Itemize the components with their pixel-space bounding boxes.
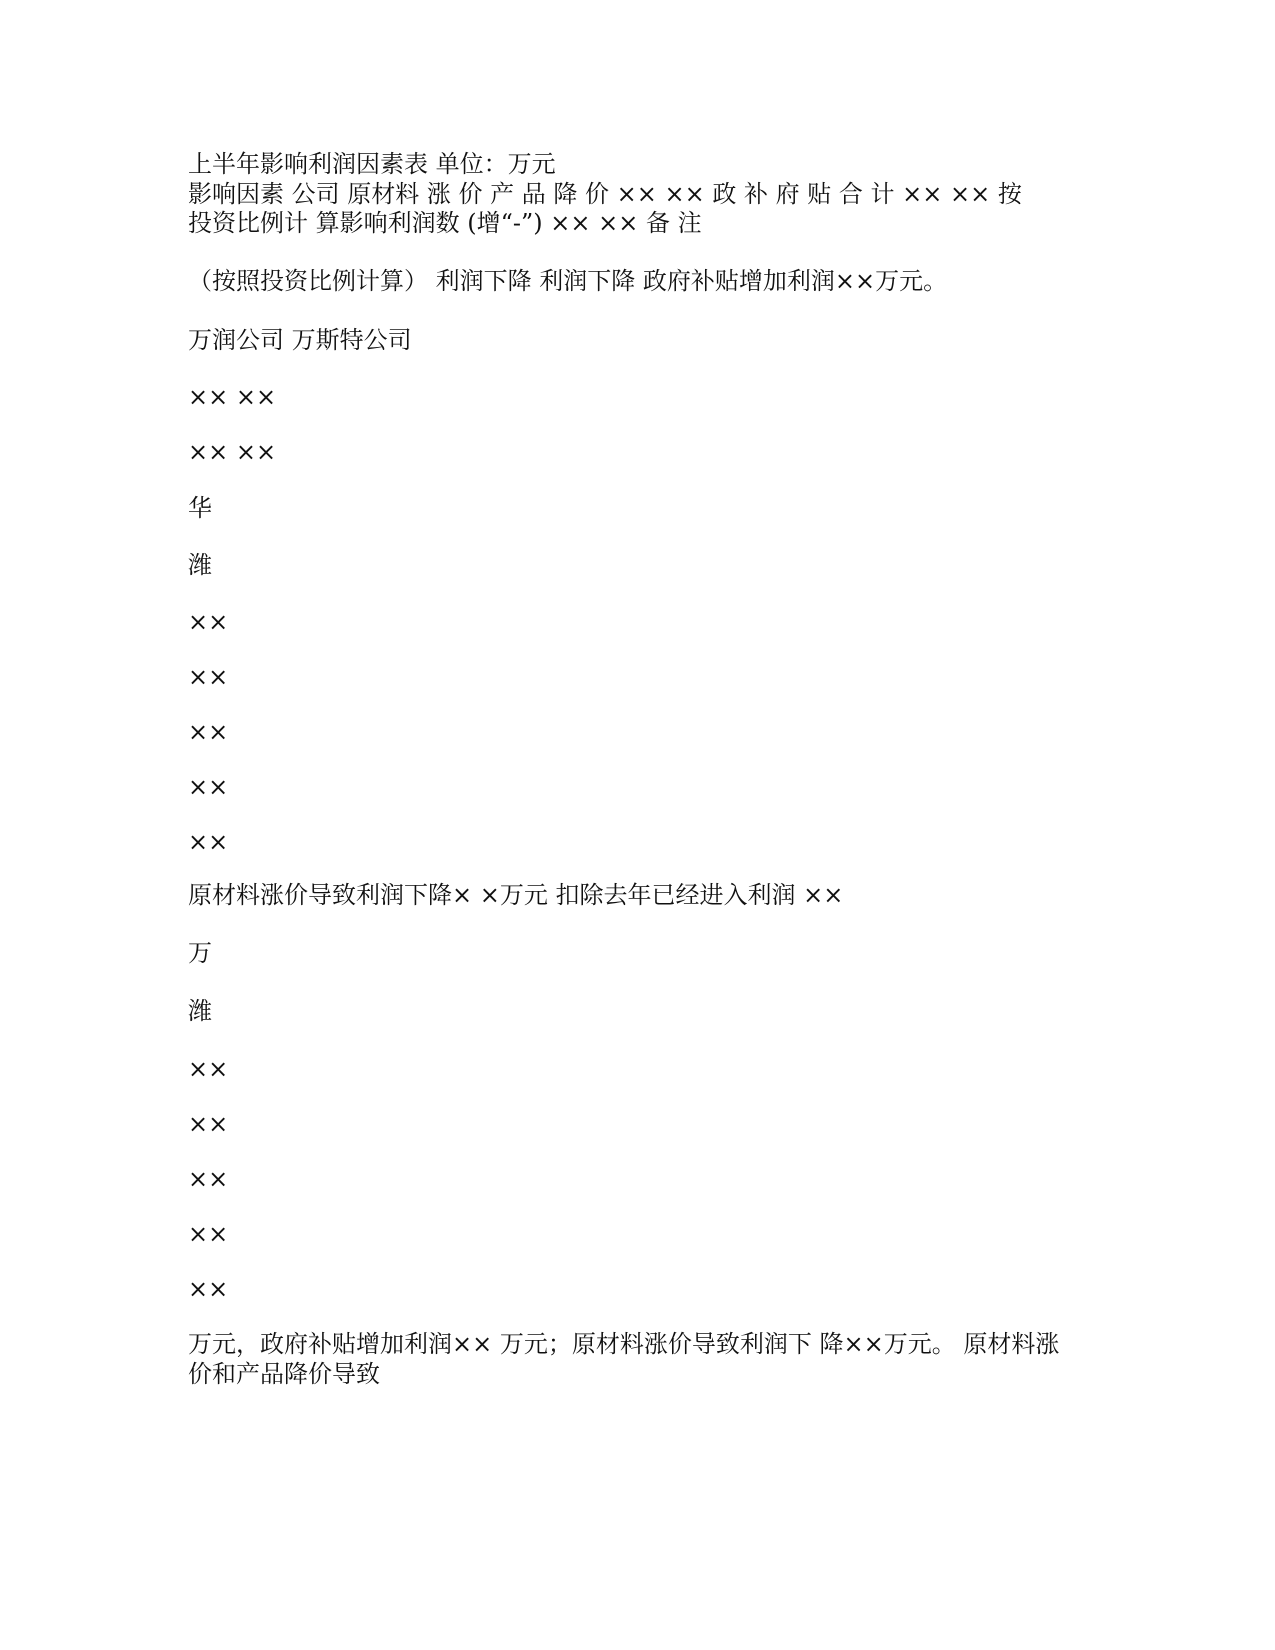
doc-line-value: ×× <box>188 1055 229 1083</box>
doc-line-header-1: 影响因素 公司 原材料 涨 价 产 品 降 价 ×× ×× 政 补 府 贴 合 计 ×× ×× 按 <box>188 180 1022 208</box>
doc-line-char: 万 <box>188 939 212 967</box>
doc-line-title: 上半年影响利润因素表 单位：万元 <box>188 150 556 178</box>
doc-line-value: ×× ×× <box>188 383 277 411</box>
doc-line-note: （按照投资比例计算） 利润下降 利润下降 政府补贴增加利润××万元。 <box>188 267 948 295</box>
doc-line-value: ×× <box>188 1165 229 1193</box>
doc-line-value: ×× <box>188 1110 229 1138</box>
doc-line-value: ×× ×× <box>188 438 277 466</box>
doc-line-value: ×× <box>188 718 229 746</box>
doc-line-value: ×× <box>188 773 229 801</box>
doc-line-value: ×× <box>188 1275 229 1303</box>
doc-line-value: ×× <box>188 828 229 856</box>
doc-line-sentence: 原材料涨价导致利润下降× ×万元 扣除去年已经进入利润 ×× <box>188 881 844 909</box>
doc-line-header-2: 投资比例计 算影响利润数 (增“-”) ×× ×× 备 注 <box>188 209 702 237</box>
doc-line-char: 潍 <box>188 551 212 579</box>
doc-line-value: ×× <box>188 608 229 636</box>
doc-line-char: 华 <box>188 494 212 522</box>
doc-line-summary-1: 万元，政府补贴增加利润×× 万元；原材料涨价导致利润下 降××万元。 原材料涨 <box>188 1330 1060 1358</box>
doc-line-char: 潍 <box>188 997 212 1025</box>
doc-line-companies: 万润公司 万斯特公司 <box>188 326 412 354</box>
doc-line-value: ×× <box>188 663 229 691</box>
doc-line-summary-2: 价和产品降价导致 <box>188 1360 380 1388</box>
doc-line-value: ×× <box>188 1220 229 1248</box>
